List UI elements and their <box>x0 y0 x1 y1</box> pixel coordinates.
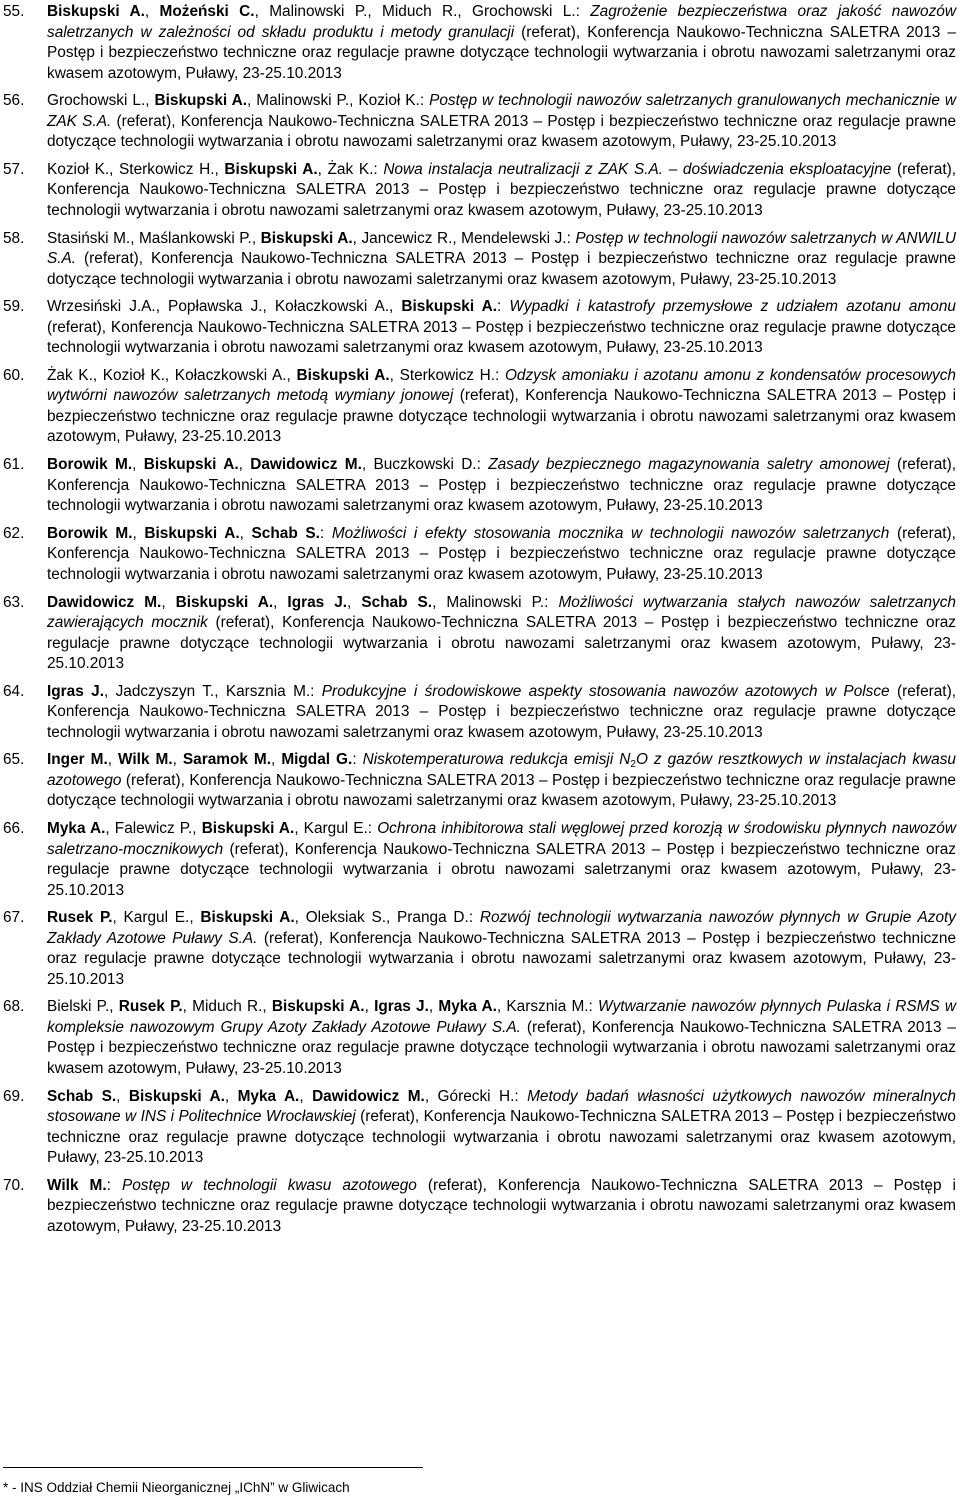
reference-text <box>47 2 960 84</box>
author-name: Wilk M. <box>118 751 173 769</box>
reference-segment: Bielski P., <box>47 998 119 1016</box>
paper-title: Możliwości i efekty stosowania mocznika w technologii nawozów saletrzanych <box>331 524 890 542</box>
reference-number: 61. <box>3 456 25 474</box>
reference-segment: : <box>497 298 510 316</box>
reference-segment: , <box>224 1087 238 1105</box>
reference-segment: , <box>132 524 145 542</box>
reference-text <box>47 593 960 675</box>
reference-segment: (referat), Konferencja Naukowo-Techniczna SALETRA 2013 – Postęp i bezpieczeństwo techniczne oraz regulacje prawne dotyczące technologii wytwarzania i obrotu nawozami saletrzanymi oraz kwasem azotowym, Puławy, 23-25.10.2013 <box>47 929 956 988</box>
reference-segment: (referat), Konferencja Naukowo-Techniczna SALETRA 2013 – Postęp i bezpieczeństwo techniczne oraz regulacje prawne dotyczące technologii wytwarzania i obrotu nawozami saletrzanymi oraz kwasem azotowym, Puławy, 23-25.10.2013 <box>47 160 957 219</box>
paper-title: Postęp w technologii nawozów saletrzanych w ANWILU S.A. <box>47 229 957 268</box>
reference-list <box>0 2 960 1245</box>
reference-number: 62. <box>3 524 25 542</box>
reference-text <box>47 908 960 990</box>
paper-title: Odzysk amoniaku i azotanu amonu z kondensatów procesowych wytwórni nawozów saletrzanych metodą wymiany jonowej <box>47 366 956 405</box>
paper-title: Postęp w technologii nawozów saletrzanych granulowanych mechanicznie w ZAK S.A. <box>47 92 956 130</box>
paper-title: Ochrona inhibitorowa stali węglowej przed korozją w środowisku płynnych nawozów saletrzano-mocznikowych <box>47 820 956 858</box>
reference-number: 67. <box>3 909 25 927</box>
reference-segment: , <box>273 593 288 611</box>
reference-segment: : <box>319 524 332 542</box>
author-name: Igras J. <box>374 998 429 1016</box>
reference-segment: (referat), Konferencja Naukowo-Techniczna SALETRA 2013 – Postęp i bezpieczeństwo techniczne oraz regulacje prawne dotyczące technologii wytwarzania i obrotu nawozami saletrzanymi oraz kwasem azotowym, Puławy, 23-25.10.2013 <box>47 456 956 515</box>
reference-entry <box>0 455 960 517</box>
reference-entry <box>0 682 960 744</box>
author-name: Igras J. <box>47 682 104 700</box>
author-name: Biskupski A. <box>401 298 497 316</box>
paper-title: Wypadki i katastrofy przemysłowe z udziałem azotanu amonu <box>509 298 956 316</box>
author-name: Migdal G. <box>281 751 353 769</box>
reference-number: 60. <box>3 366 25 384</box>
author-name: Igras J. <box>287 593 348 611</box>
author-name: Biskupski A. <box>128 1087 225 1105</box>
paper-title: Rozwój technologii wytwarzania nawozów płynnych w Grupie Azoty Zakłady Azotowe Puławy S.A. <box>47 909 957 947</box>
reference-segment: , <box>364 998 375 1016</box>
reference-segment: (referat), Konferencja Naukowo-Techniczna SALETRA 2013 – Postęp i bezpieczeństwo techniczne oraz regulacje prawne dotyczące technologii wytwarzania i obrotu nawozami saletrzanymi oraz kwasem azotowym, Puławy, 23-25.10.2013 <box>47 250 956 288</box>
reference-segment: , Malinowski P.: <box>432 593 559 611</box>
paper-title: Zasady bezpiecznego magazynowania saletry amonowej <box>488 456 890 474</box>
reference-segment: , <box>271 751 282 769</box>
author-name: Schab S. <box>251 524 320 542</box>
reference-segment: , <box>428 998 439 1016</box>
author-name: Schab S. <box>361 593 433 611</box>
reference-segment: , Karsznia M.: <box>496 998 599 1016</box>
author-name: Dawidowicz M. <box>312 1087 425 1105</box>
reference-segment: , Oleksiak S., Pranga D.: <box>294 909 480 927</box>
reference-number: 66. <box>3 820 25 838</box>
paper-title: Niskotemperaturowa redukcja emisji N <box>362 751 631 769</box>
reference-number: 56. <box>3 92 25 110</box>
reference-entry <box>0 229 960 291</box>
reference-segment: (referat), Konferencja Naukowo-Techniczna SALETRA 2013 – Postęp i bezpieczeństwo techniczne oraz regulacje prawne dotyczące technologii wytwarzania i obrotu nawozami saletrzanymi oraz kwasem azotowym, Puławy, 23-25.10.2013 <box>47 840 956 899</box>
reference-entry <box>0 908 960 990</box>
reference-text <box>47 91 960 153</box>
author-name: Biskupski A. <box>200 909 295 927</box>
reference-number: 58. <box>3 229 25 247</box>
reference-segment: Stasiński M., Maślankowski P., <box>47 229 261 247</box>
reference-entry <box>0 91 960 153</box>
author-name: Dawidowicz M. <box>47 593 162 611</box>
reference-text <box>47 366 960 448</box>
reference-segment: , Falewicz P., <box>105 820 202 838</box>
reference-entry <box>0 593 960 675</box>
author-name: Borowik M. <box>47 456 133 474</box>
footnote-text: * - INS Oddział Chemii Nieorganicznej „IChN” w Gliwicach <box>3 1480 350 1495</box>
footnote <box>3 1467 443 1496</box>
reference-text <box>47 1176 960 1238</box>
reference-number: 65. <box>3 751 25 769</box>
author-name: Biskupski A. <box>260 229 353 247</box>
author-name: Biskupski A. <box>154 92 248 110</box>
reference-segment: : <box>352 751 363 769</box>
reference-segment: , Żak K.: <box>317 160 384 178</box>
reference-entry <box>0 2 960 84</box>
reference-segment: , Kargul E., <box>112 909 201 927</box>
reference-segment: , <box>172 751 183 769</box>
reference-segment: , <box>239 524 252 542</box>
reference-text <box>47 819 960 901</box>
reference-segment: , Malinowski P., Miduch R., Grochowski L.: <box>254 3 591 20</box>
subscript: 2 <box>630 759 636 771</box>
reference-segment: (referat), Konferencja Naukowo-Techniczna SALETRA 2013 – Postęp i bezpieczeństwo techniczne oraz regulacje prawne dotyczące technologii wytwarzania i obrotu nawozami saletrzanymi oraz kwasem azotowym, Puławy, 23-25.10.2013 <box>47 682 956 741</box>
reference-segment: , Malinowski P., Kozioł K.: <box>247 92 430 110</box>
author-name: Biskupski A. <box>144 524 240 542</box>
author-name: Biskupski A. <box>224 160 318 178</box>
author-name: Biskupski A. <box>271 998 365 1016</box>
reference-segment: , <box>132 456 144 474</box>
reference-segment: , Buczkowski D.: <box>361 456 489 474</box>
reference-segment: (referat), Konferencja Naukowo-Techniczna SALETRA 2013 – Postęp i bezpieczeństwo techniczne oraz regulacje prawne dotyczące technologii wytwarzania i obrotu nawozami saletrzanymi oraz kwasem azotowym, Puławy, 23-25.10.2013 <box>47 1018 956 1077</box>
reference-entry <box>0 750 960 812</box>
reference-segment: : <box>106 1176 122 1194</box>
author-name: Myka A. <box>438 998 497 1016</box>
reference-segment: (referat), Konferencja Naukowo-Techniczna SALETRA 2013 – Postęp i bezpieczeństwo techniczne oraz regulacje prawne dotyczące technologii wytwarzania i obrotu nawozami saletrzanymi oraz kwasem azotowym, Puławy, 23-25.10.2013 <box>47 1176 956 1235</box>
reference-number: 70. <box>3 1176 25 1194</box>
paper-title: O z gazów resztkowych w instalacjach kwasu azotowego <box>47 751 956 789</box>
footnote-rule <box>3 1467 423 1468</box>
author-name: Biskupski A. <box>143 456 239 474</box>
reference-number: 63. <box>3 593 25 611</box>
reference-segment: , Jadczyszyn T., Karsznia M.: <box>103 682 322 700</box>
author-name: Biskupski A. <box>175 593 274 611</box>
reference-segment: , Miduch R., <box>182 998 272 1016</box>
reference-entry <box>0 366 960 448</box>
paper-title: Produkcyjne i środowiskowe aspekty stosowania nawozów azotowych w Polsce <box>321 682 890 700</box>
paper-title: Wytwarzanie nawozów płynnych Pulaska i RSMS w kompleksie nawozowym Grupy Azoty Zakłady Azotowe Puławy S.A. <box>47 998 956 1036</box>
reference-text <box>47 1087 960 1169</box>
author-name: Możeński C. <box>159 3 255 20</box>
author-name: Dawidowicz M. <box>250 456 362 474</box>
reference-segment: (referat), Konferencja Naukowo-Techniczna SALETRA 2013 – Postęp i bezpieczeństwo techniczne oraz regulacje prawne dotyczące technologii wytwarzania i obrotu nawozami saletrzanymi oraz kwasem azotowym, Puławy, 23-25.10.2013 <box>47 318 956 357</box>
author-name: Biskupski A. <box>296 366 390 384</box>
reference-text <box>47 682 960 744</box>
paper-title: Możliwości wytwarzania stałych nawozów saletrzanych zawierających mocznik <box>47 593 956 631</box>
author-name: Biskupski A. <box>47 3 145 20</box>
reference-number: 64. <box>3 682 25 700</box>
author-name: Borowik M. <box>47 524 133 542</box>
reference-text <box>47 455 960 517</box>
reference-segment: (referat), Konferencja Naukowo-Techniczna SALETRA 2013 – Postęp i bezpieczeństwo techniczne oraz regulacje prawne dotyczące technologii wytwarzania i obrotu nawozami saletrzanymi oraz kwasem azotowym, Puławy, 23-25.10.2013 <box>47 524 956 583</box>
reference-segment: , <box>161 593 176 611</box>
reference-segment: , <box>238 456 251 474</box>
reference-number: 69. <box>3 1087 25 1105</box>
reference-segment: , <box>116 1087 129 1105</box>
reference-segment: (referat), Konferencja Naukowo-Techniczna SALETRA 2013 – Postęp i bezpieczeństwo techniczne oraz regulacje prawne dotyczące technologii wytwarzania i obrotu nawozami saletrzanymi oraz kwasem azotowym, Puławy, 23-25.10.2013 <box>47 387 956 446</box>
reference-segment: , <box>144 3 160 20</box>
reference-segment: , <box>347 593 362 611</box>
author-name: Myka A. <box>237 1087 300 1105</box>
reference-text <box>47 229 960 291</box>
reference-number: 68. <box>3 998 25 1016</box>
reference-segment: (referat), Konferencja Naukowo-Techniczna SALETRA 2013 – Postęp i bezpieczeństwo techniczne oraz regulacje prawne dotyczące technologii wytwarzania i obrotu nawozami saletrzanymi oraz kwasem azotowym, Puławy, 23-25.10.2013 <box>47 771 956 810</box>
reference-number: 57. <box>3 160 25 178</box>
reference-segment: (referat), Konferencja Naukowo-Techniczna SALETRA 2013 – Postęp i bezpieczeństwo techniczne oraz regulacje prawne dotyczące technologii wytwarzania i obrotu nawozami saletrzanymi oraz kwasem azotowym, Puławy, 23-25.10.2013 <box>47 23 956 82</box>
author-name: Rusek P. <box>118 998 183 1016</box>
reference-entry <box>0 524 960 586</box>
reference-entry <box>0 819 960 901</box>
reference-segment: Wrzesiński J.A., Popławska J., Kołaczkowski A., <box>47 298 402 316</box>
reference-segment: (referat), Konferencja Naukowo-Techniczna SALETRA 2013 – Postęp i bezpieczeństwo techniczne oraz regulacje prawne dotyczące technologii wytwarzania i obrotu nawozami saletrzanymi oraz kwasem azotowym, Puławy, 23-25.10.2013 <box>47 614 956 672</box>
reference-text <box>47 160 960 222</box>
reference-segment: , Sterkowicz H.: <box>389 366 505 384</box>
reference-text <box>47 297 960 359</box>
paper-title: Nowa instalacja neutralizacji z ZAK S.A. – doświadczenia eksploatacyjne <box>383 160 892 178</box>
reference-segment: (referat), Konferencja Naukowo-Techniczna SALETRA 2013 – Postęp i bezpieczeństwo techniczne oraz regulacje prawne dotyczące technologii wytwarzania i obrotu nawozami saletrzanymi oraz kwasem azotowym, Puławy, 23-25.10.2013 <box>47 1108 956 1167</box>
author-name: Saramok M. <box>182 751 272 769</box>
reference-entry <box>0 297 960 359</box>
reference-segment: Kozioł K., Sterkowicz H., <box>47 160 225 178</box>
reference-text <box>47 750 960 812</box>
reference-segment: Grochowski L., <box>47 92 155 110</box>
paper-title: Postęp w technologii kwasu azotowego <box>121 1176 417 1194</box>
reference-entry <box>0 997 960 1079</box>
author-name: Myka A. <box>47 820 106 838</box>
reference-segment: , Jancewicz R., Mendelewski J.: <box>352 229 576 247</box>
reference-segment: , Kargul E.: <box>294 820 378 838</box>
author-name: Rusek P. <box>47 909 113 927</box>
reference-segment: , <box>299 1087 313 1105</box>
author-name: Biskupski A. <box>201 820 295 838</box>
reference-text <box>47 524 960 586</box>
reference-segment: , <box>107 751 119 769</box>
author-name: Schab S. <box>47 1087 117 1105</box>
paper-title: Zagrożenie bezpieczeństwa oraz jakość nawozów saletrzanych w zależności od składu produktu i metody granulacji <box>47 3 956 41</box>
reference-number: 59. <box>3 298 25 316</box>
reference-entry <box>0 1087 960 1169</box>
author-name: Wilk M. <box>47 1176 107 1194</box>
reference-segment: Żak K., Kozioł K., Kołaczkowski A., <box>47 366 297 384</box>
paper-title: Metody badań własności użytkowych nawozów mineralnych stosowane w INS i Politechnice Wrocławskiej <box>47 1087 956 1126</box>
author-name: Inger M. <box>47 751 108 769</box>
reference-entry <box>0 1176 960 1238</box>
reference-text <box>47 997 960 1079</box>
reference-number: 55. <box>3 3 25 20</box>
reference-segment: , Górecki H.: <box>424 1087 528 1105</box>
reference-entry <box>0 160 960 222</box>
reference-segment: (referat), Konferencja Naukowo-Techniczna SALETRA 2013 – Postęp i bezpieczeństwo techniczne oraz regulacje prawne dotyczące technologii wytwarzania i obrotu nawozami saletrzanymi oraz kwasem azotowym, Puławy, 23-25.10.2013 <box>47 112 956 151</box>
